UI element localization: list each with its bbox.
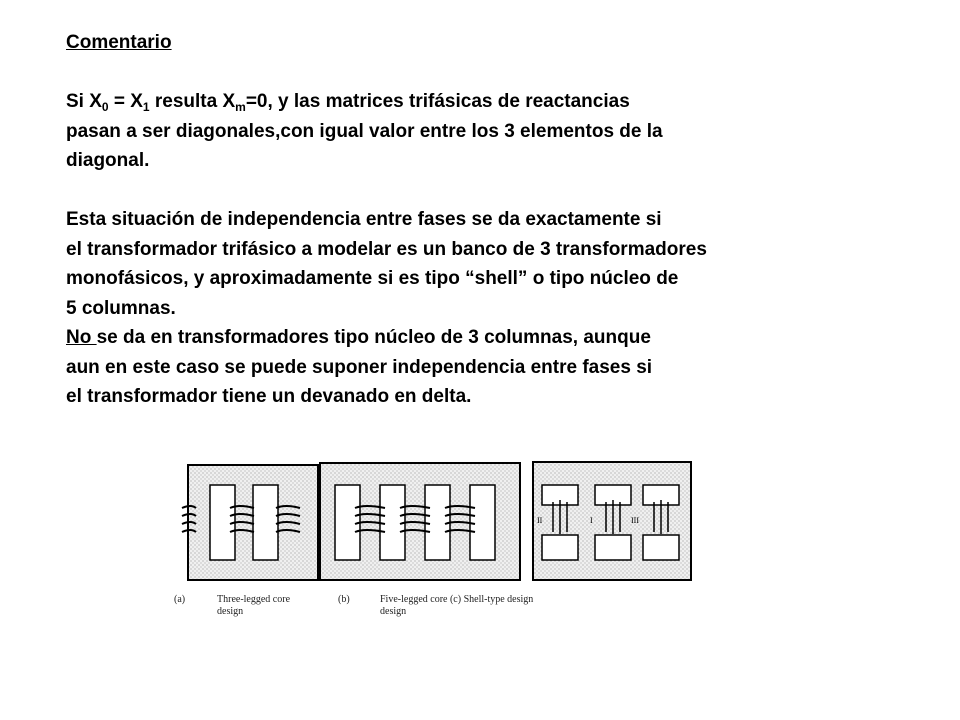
caption-b-line1: Five-legged core (c) Shell-type design <box>380 594 534 605</box>
spacer <box>66 58 936 88</box>
subscript: 1 <box>142 100 150 114</box>
text: = X <box>108 91 143 112</box>
text: se da en transformadores tipo núcleo de 3 columnas, aunque <box>96 327 651 348</box>
shell-label-i: I <box>590 516 593 525</box>
text: resulta X <box>149 91 236 112</box>
subscript: 0 <box>101 100 109 114</box>
caption-label-a: (a) <box>174 594 186 605</box>
transformer-drawings <box>170 440 710 590</box>
five-legged-core-diagram <box>320 463 520 580</box>
para2-line5 <box>66 323 936 353</box>
slide-text <box>66 28 936 412</box>
para2-line1: Esta situación de independencia entre fases se da exactamente si <box>66 209 662 230</box>
three-legged-core-diagram <box>182 465 318 580</box>
shell-type-diagram <box>533 462 691 580</box>
no-underlined: No <box>66 327 97 348</box>
subscript: m <box>235 100 246 114</box>
heading: Comentario <box>66 32 172 53</box>
para2-line6: aun en este caso se puede suponer independencia entre fases si <box>66 356 653 378</box>
transformer-core-figure <box>170 440 710 620</box>
para1-line1 <box>66 87 936 117</box>
caption-a-line2: design <box>217 606 244 617</box>
para2-line7: el transformador tiene un devanado en delta. <box>66 386 472 407</box>
para2-line2: el transformador trifásico a modelar es un banco de 3 transformadores <box>66 238 707 260</box>
shell-label-ii: II <box>537 516 543 525</box>
caption-a-line1: Three-legged core <box>217 594 291 605</box>
caption-label-b: (b) <box>338 594 350 605</box>
para2-line3: monofásicos, y aproximadamente si es tipo “shell” o tipo núcleo de <box>66 268 679 289</box>
text: Si X <box>66 91 102 112</box>
shell-label-iii: III <box>631 516 639 525</box>
para1-line2: pasan a ser diagonales,con igual valor entre los 3 elementos de la <box>66 120 663 142</box>
text: =0, y las matrices trifásicas de reactancias <box>245 91 630 112</box>
spacer <box>66 176 936 206</box>
para2-line4: 5 columnas. <box>66 297 176 319</box>
para1-line3: diagonal. <box>66 150 150 171</box>
caption-b-line2: design <box>380 606 407 617</box>
